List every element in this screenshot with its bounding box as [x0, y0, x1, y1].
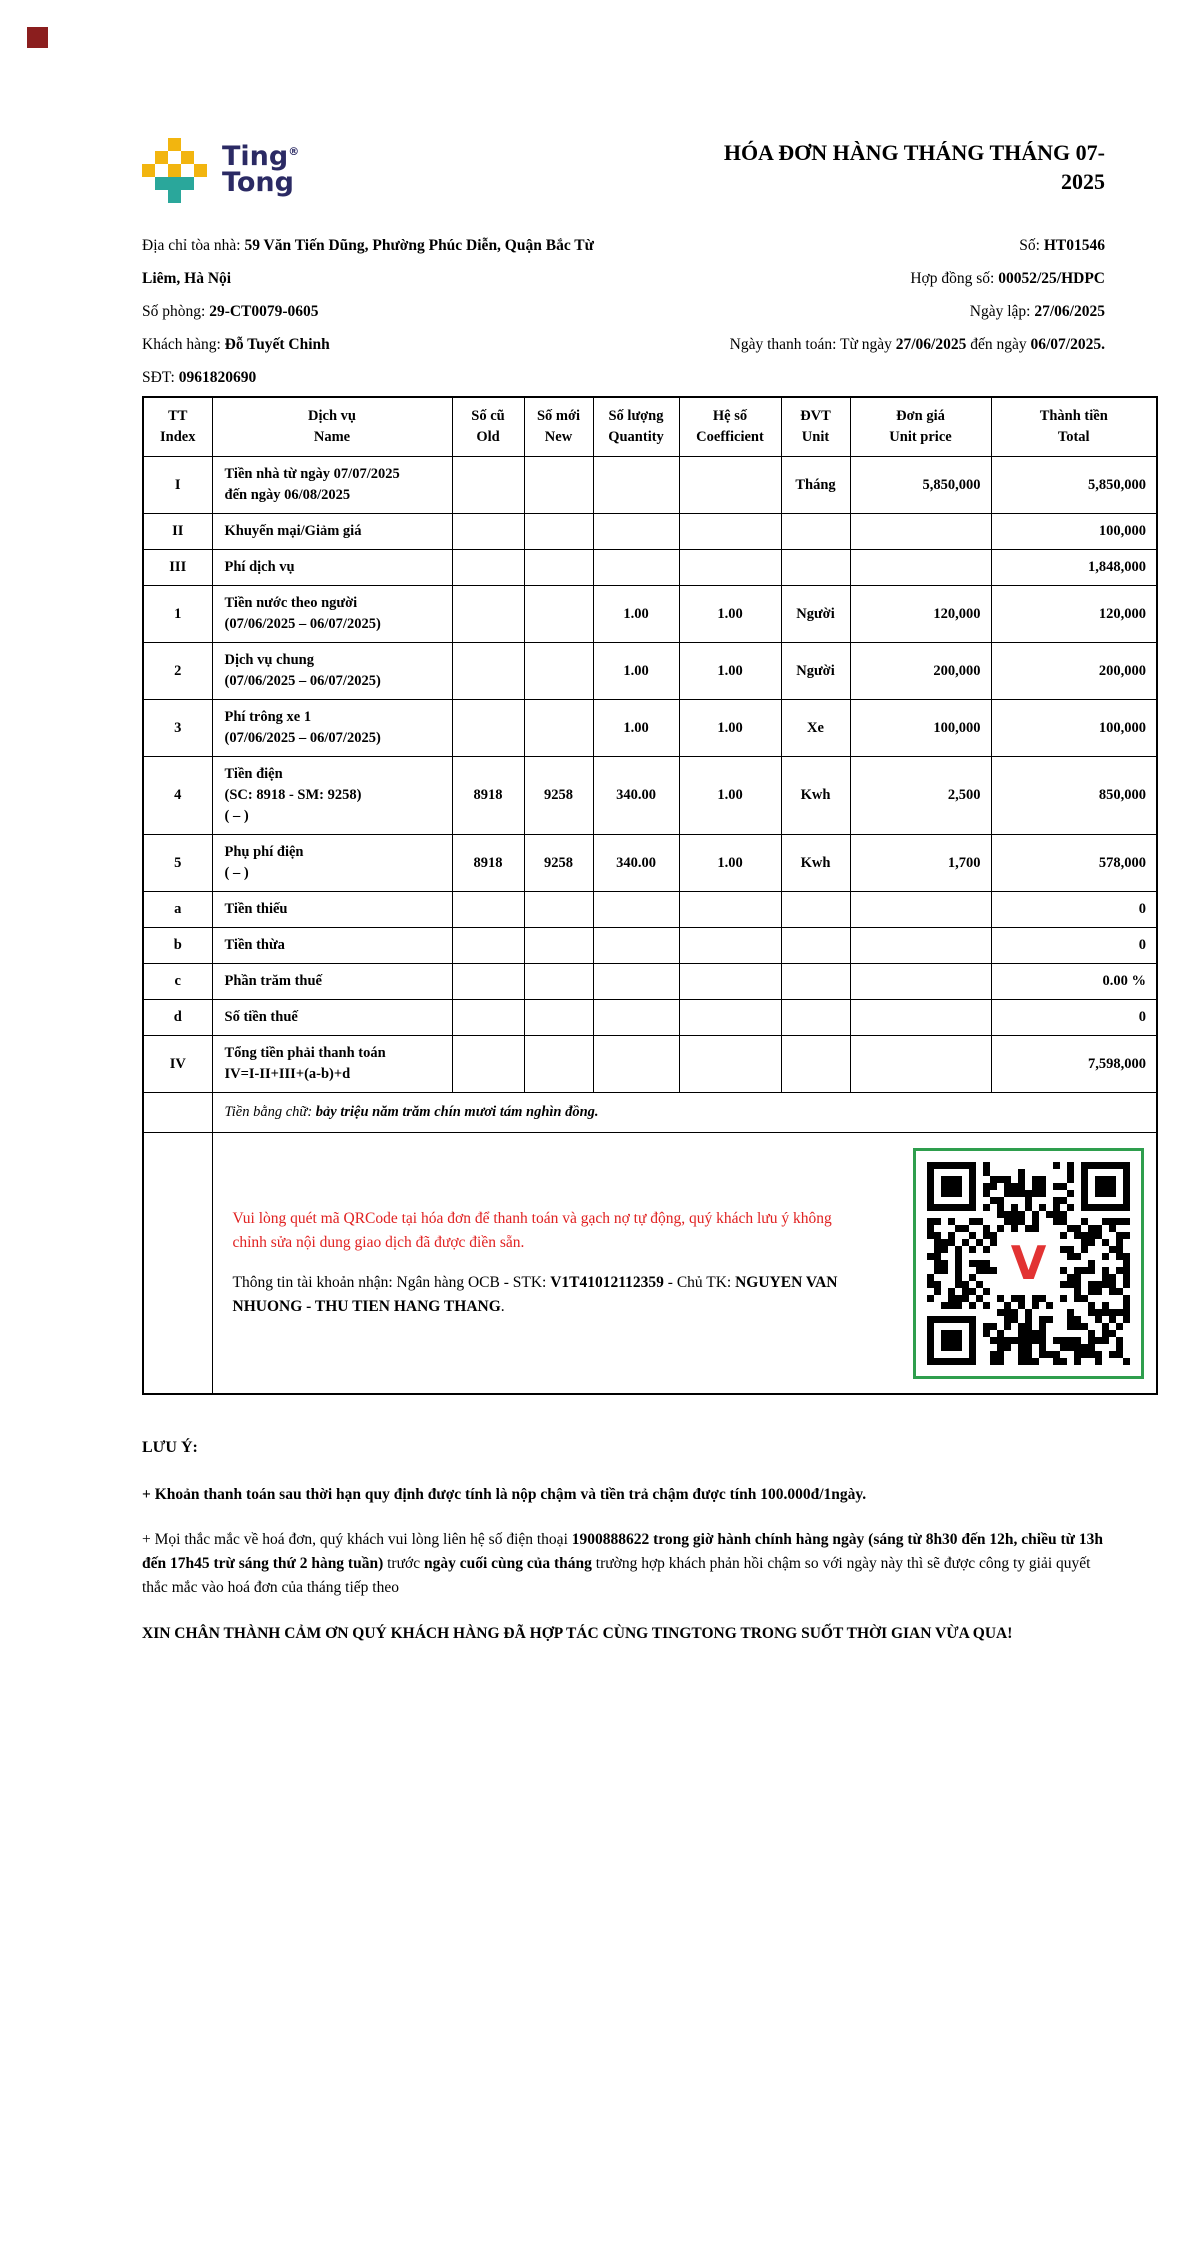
invoice-title: HÓA ĐƠN HÀNG THÁNG THÁNG 07- 2025 — [723, 140, 1105, 194]
cell-new-reading — [524, 964, 593, 1000]
cell-coefficient: 1.00 — [679, 757, 781, 835]
cell-unit — [781, 1036, 850, 1093]
col-header-old: Số cũ Old — [452, 397, 524, 457]
header — [142, 0, 1105, 203]
invoice-info — [142, 229, 1105, 394]
cell-unit-price: 200,000 — [850, 643, 991, 700]
col-header-unit-price: Đơn giá Unit price — [850, 397, 991, 457]
col-header-total: Thành tiền Total — [991, 397, 1157, 457]
tingtong-logo — [142, 136, 299, 203]
hotline-note: + Mọi thắc mắc về hoá đơn, quý khách vui lòng liên hệ số điện thoại 1900888622 trong giờ hành chính hàng ngày (sáng từ 8h30 đến 12h, chiều từ 13h đến 17h45 trừ sáng thứ 2 hàng tuần) trước ngày cuối cùng của tháng trường hợp khách phản hồi chậm so với ngày này thì sẽ được công ty giải quyết thắc mắc vào hoá đơn của tháng tiếp theo — [142, 1531, 1103, 1596]
tingtong-logo-text: Ting® Tong — [222, 141, 300, 198]
empty-cell — [143, 1133, 212, 1395]
cell-unit-price — [850, 550, 991, 586]
cell-total: 7,598,000 — [991, 1036, 1157, 1093]
cell-old-reading — [452, 1036, 524, 1093]
qr-center-logo: V — [1000, 1234, 1058, 1292]
empty-cell — [143, 1093, 212, 1133]
cell-quantity: 340.00 — [593, 757, 679, 835]
cell-quantity — [593, 1036, 679, 1093]
col-header-quantity: Số lượng Quantity — [593, 397, 679, 457]
cell-quantity — [593, 550, 679, 586]
cell-coefficient — [679, 1036, 781, 1093]
cell-unit — [781, 928, 850, 964]
cell-unit-price: 1,700 — [850, 835, 991, 892]
cell-quantity — [593, 928, 679, 964]
cell-index: b — [143, 928, 212, 964]
cell-total: 120,000 — [991, 586, 1157, 643]
cell-coefficient — [679, 550, 781, 586]
cell-service-name: Tiền thiếu — [212, 892, 452, 928]
cell-index: c — [143, 964, 212, 1000]
cell-service-name: Dịch vụ chung (07/06/2025 – 06/07/2025) — [212, 643, 452, 700]
cell-old-reading — [452, 643, 524, 700]
cell-old-reading — [452, 457, 524, 514]
tingtong-logo-icon — [142, 138, 207, 203]
cell-quantity: 1.00 — [593, 700, 679, 757]
cell-old-reading: 8918 — [452, 757, 524, 835]
table-row — [143, 586, 1157, 643]
cell-new-reading — [524, 1036, 593, 1093]
cell-quantity — [593, 514, 679, 550]
notice-heading: LƯU Ý: — [142, 1439, 198, 1456]
cell-unit: Xe — [781, 700, 850, 757]
cell-service-name: Tiền nước theo người (07/06/2025 – 06/07/2025) — [212, 586, 452, 643]
cell-total: 850,000 — [991, 757, 1157, 835]
registered-mark: ® — [288, 145, 300, 158]
cell-service-name: Tiền nhà từ ngày 07/07/2025 đến ngày 06/08/2025 — [212, 457, 452, 514]
cell-unit-price — [850, 928, 991, 964]
late-payment-note: + Khoản thanh toán sau thời hạn quy định được tính là nộp chậm và tiền trả chậm được tính 100.000đ/1ngày. — [142, 1486, 867, 1503]
cell-index: III — [143, 550, 212, 586]
cell-unit: Kwh — [781, 757, 850, 835]
cell-index: 1 — [143, 586, 212, 643]
cell-index: d — [143, 1000, 212, 1036]
invoice-number: Số: HT01546 — [1019, 237, 1105, 254]
cell-total: 200,000 — [991, 643, 1157, 700]
cell-unit-price — [850, 1000, 991, 1036]
payment-period: Ngày thanh toán: Từ ngày 27/06/2025 đến ngày 06/07/2025. — [729, 336, 1105, 353]
cell-old-reading — [452, 1000, 524, 1036]
cell-service-name: Số tiền thuế — [212, 1000, 452, 1036]
table-row — [143, 514, 1157, 550]
cell-new-reading — [524, 700, 593, 757]
customer-info — [142, 229, 622, 394]
cell-index: 3 — [143, 700, 212, 757]
cell-total: 0 — [991, 928, 1157, 964]
cell-old-reading — [452, 514, 524, 550]
cell-total: 5,850,000 — [991, 457, 1157, 514]
cell-index: a — [143, 892, 212, 928]
qr-payment-cell — [212, 1133, 1157, 1395]
col-header-index: TT Index — [143, 397, 212, 457]
cell-unit-price: 120,000 — [850, 586, 991, 643]
col-header-coefficient: Hệ số Coefficient — [679, 397, 781, 457]
table-row — [143, 757, 1157, 835]
cell-unit — [781, 514, 850, 550]
cell-quantity — [593, 892, 679, 928]
cell-old-reading — [452, 550, 524, 586]
cell-new-reading — [524, 928, 593, 964]
account-info: Thông tin tài khoản nhận: Ngân hàng OCB - STK: V1T41012112359 - Chủ TK: NGUYEN VAN NHUONG - THU TIEN HANG THANG. — [232, 1274, 838, 1315]
table-header-row — [143, 397, 1157, 457]
cell-coefficient: 1.00 — [679, 835, 781, 892]
cell-service-name: Phần trăm thuế — [212, 964, 452, 1000]
cell-index: 2 — [143, 643, 212, 700]
cell-quantity — [593, 1000, 679, 1036]
cell-service-name: Phí trông xe 1 (07/06/2025 – 06/07/2025) — [212, 700, 452, 757]
cell-service-name: Phụ phí điện ( – ) — [212, 835, 452, 892]
cell-index: 5 — [143, 835, 212, 892]
cell-coefficient — [679, 457, 781, 514]
cell-unit-price: 2,500 — [850, 757, 991, 835]
amount-in-words: Tiền bằng chữ: bảy triệu năm trăm chín mươi tám nghìn đồng. — [212, 1093, 1157, 1133]
cell-unit-price: 5,850,000 — [850, 457, 991, 514]
table-row — [143, 700, 1157, 757]
customer-phone: SĐT: 0961820690 — [142, 369, 257, 386]
customer-name: Khách hàng: Đỗ Tuyết Chinh — [142, 336, 330, 353]
cell-unit: Kwh — [781, 835, 850, 892]
table-row — [143, 457, 1157, 514]
cell-unit — [781, 892, 850, 928]
cell-unit: Tháng — [781, 457, 850, 514]
cell-unit: Người — [781, 586, 850, 643]
cell-old-reading — [452, 586, 524, 643]
cell-unit-price — [850, 514, 991, 550]
table-row — [143, 1036, 1157, 1093]
cell-service-name: Tiền điện (SC: 8918 - SM: 9258) ( – ) — [212, 757, 452, 835]
cell-unit-price — [850, 1036, 991, 1093]
corner-marker — [27, 27, 48, 48]
cell-index: I — [143, 457, 212, 514]
building-address: Địa chỉ tòa nhà: 59 Văn Tiến Dũng, Phường Phúc Diễn, Quận Bắc Từ Liêm, Hà Nội — [142, 237, 594, 287]
cell-coefficient — [679, 964, 781, 1000]
table-row — [143, 835, 1157, 892]
table-row — [143, 1000, 1157, 1036]
cell-service-name: Tổng tiền phải thanh toán IV=I-II+III+(a-b)+d — [212, 1036, 452, 1093]
cell-coefficient — [679, 928, 781, 964]
amount-in-words-row — [143, 1093, 1157, 1133]
cell-new-reading — [524, 457, 593, 514]
cell-service-name: Tiền thừa — [212, 928, 452, 964]
cell-new-reading — [524, 643, 593, 700]
cell-unit — [781, 964, 850, 1000]
issue-date: Ngày lập: 27/06/2025 — [969, 303, 1105, 320]
cell-new-reading: 9258 — [524, 835, 593, 892]
thank-you-note: XIN CHÂN THÀNH CẢM ƠN QUÝ KHÁCH HÀNG ĐÃ HỢP TÁC CÙNG TINGTONG TRONG SUỐT THỜI GIAN VỪA QUA! — [142, 1625, 1013, 1642]
cell-total: 578,000 — [991, 835, 1157, 892]
cell-new-reading — [524, 514, 593, 550]
cell-unit-price: 100,000 — [850, 700, 991, 757]
table-row — [143, 928, 1157, 964]
cell-unit-price — [850, 892, 991, 928]
cell-service-name: Phí dịch vụ — [212, 550, 452, 586]
cell-coefficient — [679, 1000, 781, 1036]
cell-new-reading — [524, 586, 593, 643]
col-header-new: Số mới New — [524, 397, 593, 457]
cell-index: 4 — [143, 757, 212, 835]
col-header-name: Dịch vụ Name — [212, 397, 452, 457]
room-number: Số phòng: 29-CT0079-0605 — [142, 303, 319, 320]
cell-old-reading — [452, 700, 524, 757]
cell-quantity: 1.00 — [593, 643, 679, 700]
cell-total: 1,848,000 — [991, 550, 1157, 586]
col-header-unit: ĐVT Unit — [781, 397, 850, 457]
cell-old-reading: 8918 — [452, 835, 524, 892]
cell-unit — [781, 1000, 850, 1036]
invoice-meta — [730, 229, 1105, 361]
cell-quantity — [593, 457, 679, 514]
qr-code — [913, 1148, 1144, 1379]
table-row — [143, 964, 1157, 1000]
table-row — [143, 550, 1157, 586]
table-row — [143, 643, 1157, 700]
cell-new-reading: 9258 — [524, 757, 593, 835]
cell-total: 0.00 % — [991, 964, 1157, 1000]
invoice-table — [142, 396, 1158, 1395]
cell-coefficient: 1.00 — [679, 643, 781, 700]
cell-unit: Người — [781, 643, 850, 700]
cell-service-name: Khuyến mại/Giảm giá — [212, 514, 452, 550]
qr-row — [143, 1133, 1157, 1395]
cell-coefficient — [679, 514, 781, 550]
footer-notes — [142, 1439, 1105, 1646]
cell-index: II — [143, 514, 212, 550]
cell-quantity: 1.00 — [593, 586, 679, 643]
cell-unit-price — [850, 964, 991, 1000]
cell-quantity: 340.00 — [593, 835, 679, 892]
cell-total: 100,000 — [991, 700, 1157, 757]
cell-index: IV — [143, 1036, 212, 1093]
qr-instruction-note: Vui lòng quét mã QRCode tại hóa đơn để thanh toán và gạch nợ tự động, quý khách lưu ý không chỉnh sửa nội dung giao dịch đã được điền sẵn. — [232, 1210, 832, 1251]
cell-old-reading — [452, 928, 524, 964]
cell-unit — [781, 550, 850, 586]
cell-old-reading — [452, 964, 524, 1000]
cell-total: 0 — [991, 1000, 1157, 1036]
cell-total: 100,000 — [991, 514, 1157, 550]
cell-new-reading — [524, 1000, 593, 1036]
cell-coefficient — [679, 892, 781, 928]
contract-number: Hợp đồng số: 00052/25/HDPC — [910, 270, 1105, 287]
cell-new-reading — [524, 892, 593, 928]
cell-coefficient: 1.00 — [679, 586, 781, 643]
cell-total: 0 — [991, 892, 1157, 928]
table-row — [143, 892, 1157, 928]
cell-new-reading — [524, 550, 593, 586]
cell-coefficient: 1.00 — [679, 700, 781, 757]
cell-old-reading — [452, 892, 524, 928]
cell-quantity — [593, 964, 679, 1000]
